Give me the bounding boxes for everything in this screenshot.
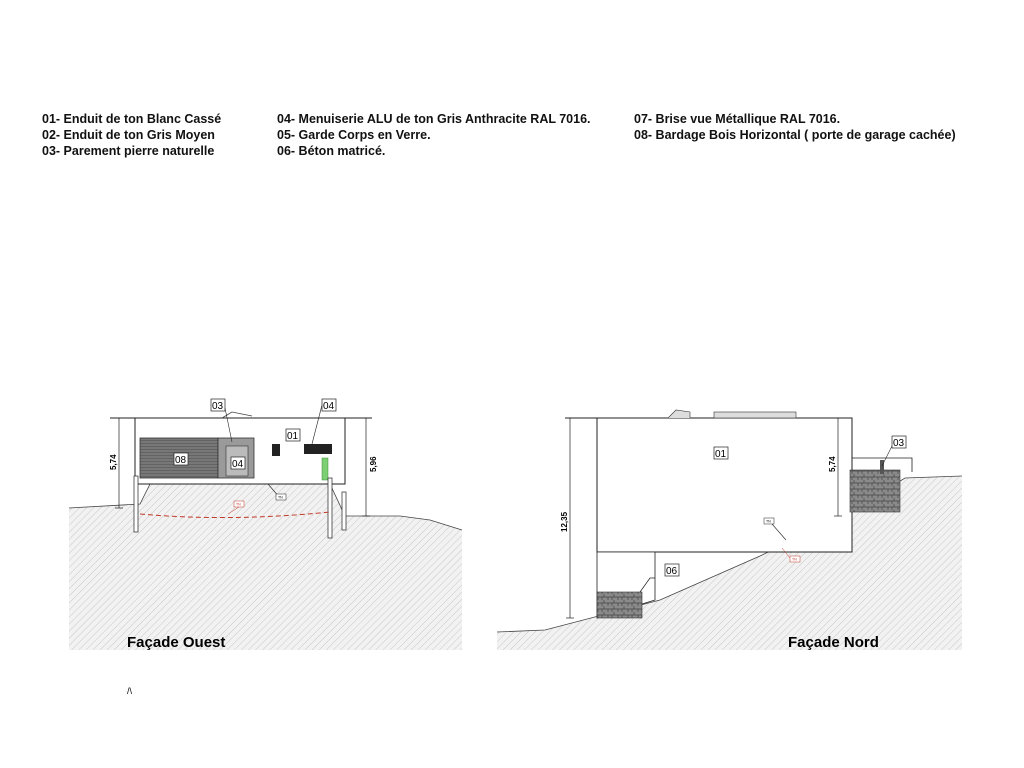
north-tag-06: 06 [666,566,678,577]
legend-item-03: 03- Parement pierre naturelle [42,144,215,158]
footer-mark: /\ [127,686,133,696]
west-tag-08: 08 [175,455,187,466]
legend-item-08: 08- Bardage Bois Horizontal ( porte de garage cachée) [634,128,956,142]
facade-nord [497,410,962,651]
north-tag-01: 01 [715,449,727,460]
north-tn-tag: TN [792,557,797,562]
north-stone-base [597,592,642,618]
west-tag-01: 01 [287,431,299,442]
north-caption: Façade Nord [788,634,879,651]
west-glass-guard [322,458,328,480]
legend-item-01: 01- Enduit de ton Blanc Cassé [42,112,222,126]
west-tn-tag: TN [236,502,241,507]
west-dark-band [304,444,332,454]
north-tag-03: 03 [893,438,905,449]
legend-item-06: 06- Béton matricé. [277,144,386,158]
facade-ouest [69,399,462,651]
legend-item-07: 07- Brise vue Métallique RAL 7016. [634,112,841,126]
north-slope-tag: TN [766,519,771,524]
west-tag-03: 03 [212,401,224,412]
west-dim-right: 5,96 [369,456,378,472]
north-building [597,418,852,552]
north-stone-wall [850,470,900,512]
west-slope-tag: TN [278,495,283,500]
north-dim-right: 5,74 [828,456,837,472]
west-tag-04b: 04 [232,459,244,470]
north-roof-panel [714,412,796,418]
west-dim-left: 5,74 [109,454,118,470]
west-caption: Façade Ouest [127,634,226,651]
west-tag-04: 04 [323,401,335,412]
legend-item-02: 02- Enduit de ton Gris Moyen [42,128,215,142]
north-dim-left: 12,35 [560,511,569,532]
legend-item-04: 04- Menuiserie ALU de ton Gris Anthracite RAL 7016. [277,112,591,126]
west-small-window [272,444,280,456]
west-terrain [69,484,462,650]
legend-item-05: 05- Garde Corps en Verre. [277,128,431,142]
